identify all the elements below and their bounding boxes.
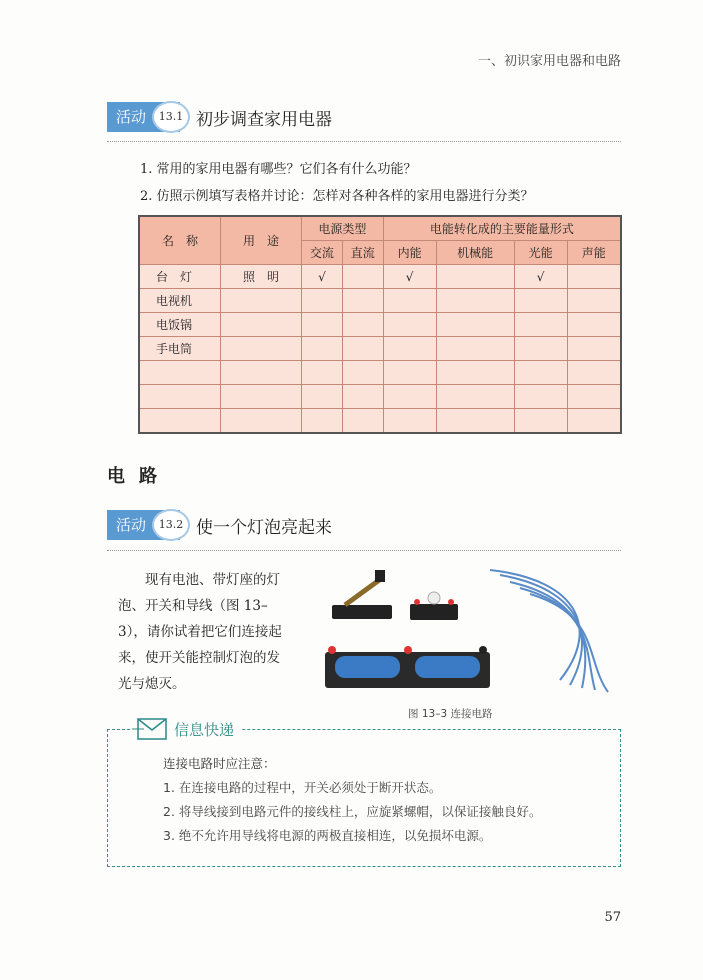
table-cell [567,385,621,409]
switch-illustration [332,570,392,619]
info-box-title: 信息快递 [174,720,235,739]
table-cell [514,409,567,434]
table-cell [436,361,514,385]
table-row [139,361,621,385]
table-row [139,313,621,337]
subheader-0: 交流 [302,241,343,265]
question-1: 1. 常用的家用电器有哪些？它们各有什么功能？ [140,162,417,177]
table-cell [383,337,436,361]
table-cell [514,289,567,313]
table-row [139,337,621,361]
table-cell [383,385,436,409]
table-cell [221,409,302,434]
activity-paragraph: 现有电池、带灯座的灯泡、开关和导线（图 13–3），请你试着把它们连接起来，使开关能控制灯泡的发光与熄灭。 [118,572,282,692]
table-cell: √ [302,265,343,289]
table-cell [139,385,221,409]
activity-tag: 活动 [107,510,180,540]
section-title: 电路 [107,466,171,487]
running-header: 一、初识家用电器和电路 [477,54,621,69]
circuit-components-figure [320,560,620,700]
table-cell [342,409,383,434]
appliance-table [138,215,622,434]
table-cell [567,313,621,337]
table-cell [514,313,567,337]
info-box-text [163,752,541,848]
table-cell [302,385,343,409]
table-cell [342,361,383,385]
table-cell [221,337,302,361]
table-cell [436,409,514,434]
table-cell: 手电筒 [139,337,221,361]
page-number: 57 [604,910,621,925]
subheader-1: 直流 [342,241,383,265]
table-cell: 电视机 [139,289,221,313]
table-cell [567,337,621,361]
activity-13-2-heading [107,510,332,540]
header-use: 用 途 [221,216,302,265]
table-cell [567,289,621,313]
header-power-type: 电源类型 [302,216,384,241]
question-2: 2. 仿照示例填写表格并讨论：怎样对各种各样的家用电器进行分类？ [140,189,534,204]
header-energy-form: 电能转化成的主要能量形式 [383,216,621,241]
table-cell [567,409,621,434]
subheader-2: 内能 [383,241,436,265]
subheader-4: 光能 [514,241,567,265]
info-line: 连接电路时应注意： [163,756,276,771]
table-row [139,409,621,434]
wires-illustration [490,570,608,692]
table-cell [383,361,436,385]
table-cell: √ [383,265,436,289]
table-cell [567,361,621,385]
table-cell [342,313,383,337]
table-cell [383,313,436,337]
table-cell [342,385,383,409]
table-cell [302,289,343,313]
table-cell [436,265,514,289]
table-cell [567,265,621,289]
table-cell [302,361,343,385]
table-cell [342,265,383,289]
activity-13-1-heading [107,102,332,132]
divider [107,141,621,142]
table-row [139,385,621,409]
table-cell [436,337,514,361]
table-cell [514,385,567,409]
divider [107,550,621,551]
table-cell [514,337,567,361]
figure-caption: 图 13–3 连接电路 [408,708,493,720]
activity-title: 初步调查家用电器 [196,109,333,130]
table-cell [221,361,302,385]
header-name: 名 称 [139,216,221,265]
table-cell [139,361,221,385]
table-cell: √ [514,265,567,289]
subheader-3: 机械能 [436,241,514,265]
activity-title: 使一个灯泡亮起来 [196,517,333,538]
table-cell [302,313,343,337]
table-cell [436,385,514,409]
battery-pack-illustration [325,646,490,688]
table-cell: 照 明 [221,265,302,289]
info-line: 2. 将导线接到电路元件的接线柱上，应旋紧螺帽，以保证接触良好。 [163,804,542,819]
table-cell [221,313,302,337]
table-cell [436,289,514,313]
envelope-icon [132,716,170,742]
table-cell [302,409,343,434]
table-cell [221,289,302,313]
bulb-holder-illustration [410,592,458,620]
table-cell [302,337,343,361]
activity-tag: 活动 [107,102,180,132]
table-cell [139,409,221,434]
table-cell: 台 灯 [139,265,221,289]
activity-number: 13.2 [152,509,190,541]
activity-number: 13.1 [152,101,190,133]
table-row [139,265,621,289]
table-cell [342,337,383,361]
subheader-5: 声能 [567,241,621,265]
table-cell [436,313,514,337]
table-cell [383,409,436,434]
table-cell: 电饭锅 [139,313,221,337]
table-cell [514,361,567,385]
table-cell [342,289,383,313]
info-line: 1. 在连接电路的过程中，开关必须处于断开状态。 [163,780,442,795]
info-box-header [132,716,242,742]
info-line: 3. 绝不允许用导线将电源的两极直接相连，以免损坏电源。 [163,828,492,843]
table-cell [221,385,302,409]
table-row [139,289,621,313]
table-cell [383,289,436,313]
